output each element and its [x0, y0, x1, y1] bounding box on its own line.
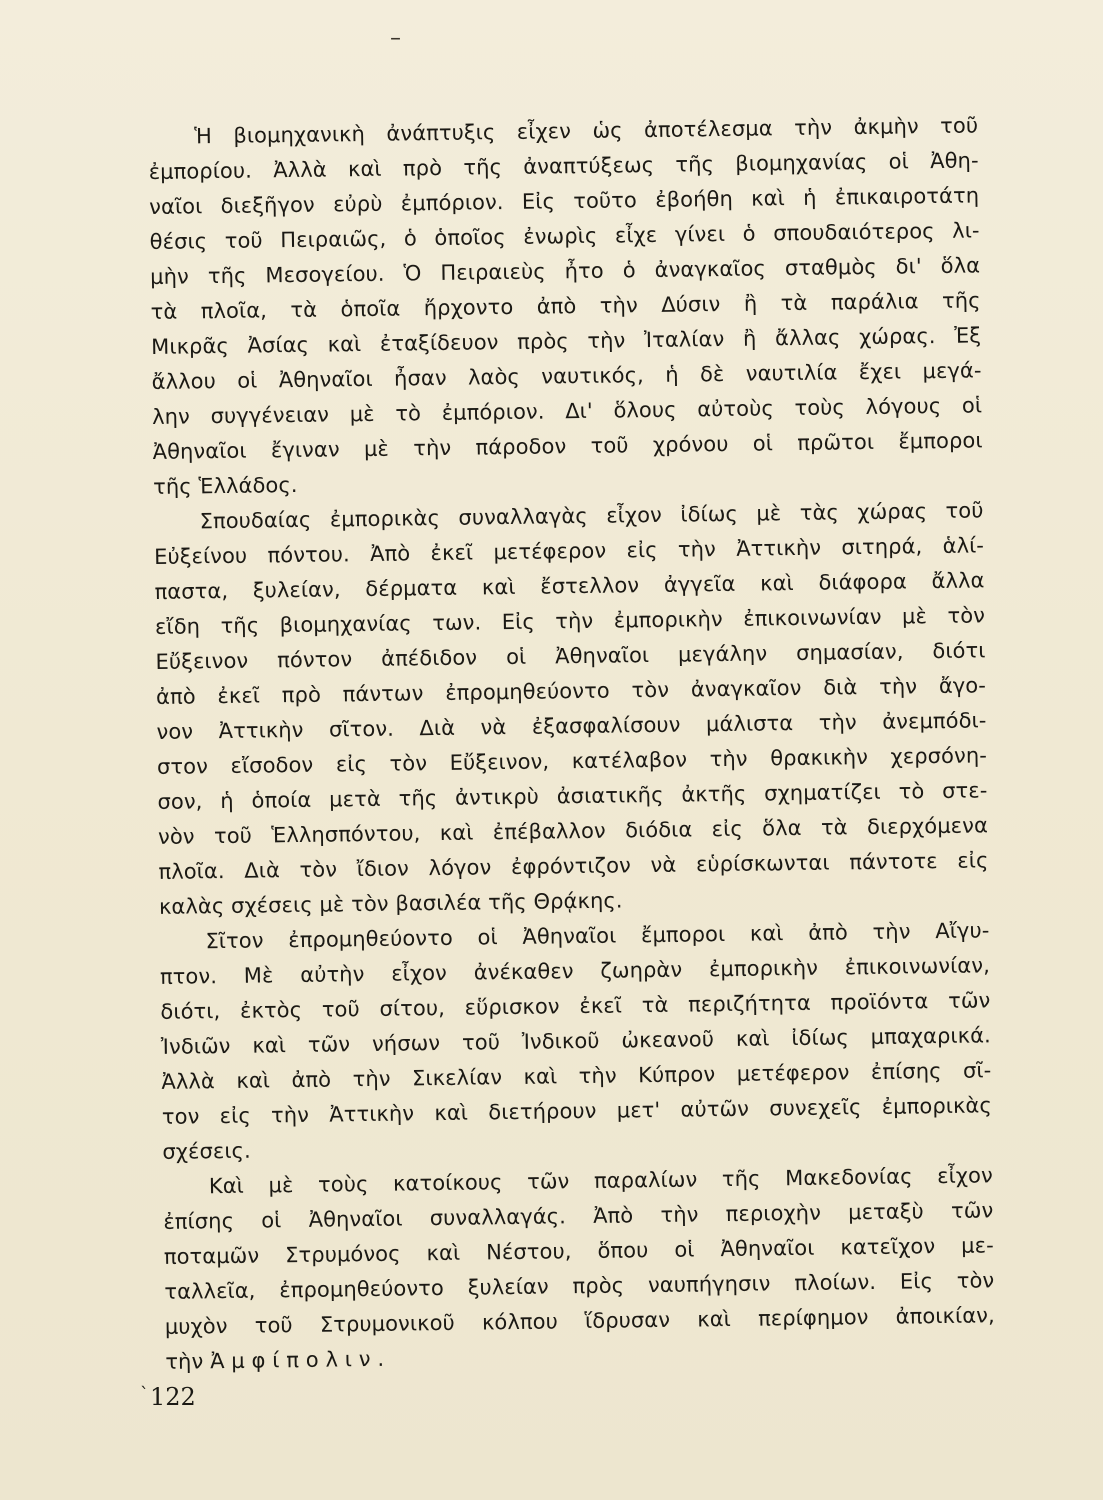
- text-line: λην συγγένειαν μὲ τὸ ἐμπόριον. Δι' ὅλους αὐτοὺς τοὺς λόγους οἱ: [151, 393, 983, 429]
- text-line: πτον. Μὲ αὐτὴν εἶχον ἀνέκαθεν ζωηρὰν ἐμπορικὴν ἐπικοινωνίαν,: [159, 953, 991, 989]
- text-line: νὸν τοῦ Ἑλλησπόντου, καὶ ἐπέβαλλον διόδια εἰς ὅλα τὰ διερχόμενα: [157, 813, 989, 849]
- text-line: Ἰνδιῶν καὶ τῶν νήσων τοῦ Ἰνδικοῦ ὠκεανοῦ καὶ ἰδίως μπαχαρικά.: [160, 1023, 992, 1059]
- text-line: μὴν τῆς Μεσογείου. Ὁ Πειραιεὺς ἦτο ὁ ἀναγκαῖος σταθμὸς δι' ὅλα: [150, 253, 981, 289]
- text-line: ἀπὸ ἐκεῖ πρὸ πάντων ἐπρομηθεύοντο τὸν ἀναγκαῖον διὰ τὴν ἄγο-: [155, 673, 987, 709]
- text-line: ἐμπορίου. Ἀλλὰ καὶ πρὸ τῆς ἀναπτύξεως τῆς βιομηχανίας οἱ Ἀθη-: [148, 148, 979, 184]
- text-line: στον εἴσοδον εἰς τὸν Εὔξεινον, κατέλαβον τὴν θρακικὴν χερσόνη-: [156, 743, 988, 779]
- text-line: Ἀλλὰ καὶ ἀπὸ τὴν Σικελίαν καὶ τὴν Κύπρον μετέφερον ἐπίσης σῖ-: [161, 1058, 992, 1094]
- text-line: διότι, ἐκτὸς τοῦ σίτου, εὕρισκον ἐκεῖ τὰ περιζήτητα προϊόντα τῶν: [160, 988, 991, 1024]
- text-line: μυχὸν τοῦ Στρυμονικοῦ κόλπου ἵδρυσαν καὶ περίφημον ἀποικίαν,: [164, 1303, 995, 1339]
- text-line: Καὶ μὲ τοὺς κατοίκους τῶν παραλίων τῆς Μακεδονίας εἶχον: [208, 1163, 993, 1199]
- text-line: ναῖοι διεξῆγον εὐρὺ ἐμπόριον. Εἰς τοῦτο ἐβοήθη καὶ ἡ ἐπικαιροτάτη: [149, 183, 980, 219]
- page-number: [140, 1383, 196, 1411]
- text-line: πλοῖα. Διὰ τὸν ἴδιον λόγον ἐφρόντιζον νὰ εὑρίσκωνται πάντοτε εἰς: [158, 848, 989, 884]
- text-line: τὴν Ἀ μ φ ί π ο λ ι ν .: [165, 1346, 385, 1374]
- page-number-value: 122: [150, 1383, 196, 1411]
- text-line: ἄλλου οἱ Ἀθηναῖοι ἦσαν λαὸς ναυτικός, ἡ δὲ ναυτιλία ἔχει μεγά-: [151, 358, 982, 394]
- text-line: Σπουδαίας ἐμπορικὰς συναλλαγὰς εἶχον ἰδίως μὲ τὰς χώρας τοῦ: [199, 498, 984, 534]
- text-line: σχέσεις.: [162, 1138, 251, 1164]
- text-line: τον εἰς τὴν Ἀττικὴν καὶ διετήρουν μετ' αὐτῶν συνεχεῖς ἐμπορικὰς: [161, 1093, 993, 1129]
- text-line: ταλλεῖα, ἐπρομηθεύοντο ξυλείαν πρὸς ναυπήγησιν πλοίων. Εἰς τὸν: [164, 1268, 995, 1304]
- text-line: Εὔξεινον πόντον ἀπέδιδον οἱ Ἀθηναῖοι μεγάλην σημασίαν, διότι: [155, 638, 986, 674]
- text-line: Ἡ βιομηχανικὴ ἀνάπτυξις εἶχεν ὡς ἀποτέλεσμα τὴν ἀκμὴν τοῦ: [194, 113, 979, 149]
- text-line: καλὰς σχέσεις μὲ τὸν βασιλέα τῆς Θρᾴκης.: [158, 888, 623, 919]
- text-line: Ἀθηναῖοι ἔγιναν μὲ τὴν πάροδον τοῦ χρόνου οἱ πρῶτοι ἔμποροι: [152, 428, 983, 464]
- text-line: εἴδη τῆς βιομηχανίας των. Εἰς τὴν ἐμπορικὴν ἐπικοινωνίαν μὲ τὸν: [154, 603, 986, 639]
- page-number-mark: `: [140, 1384, 149, 1405]
- text-line: ἐπίσης οἱ Ἀθηναῖοι συναλλαγάς. Ἀπὸ τὴν περιοχὴν μεταξὺ τῶν: [163, 1198, 994, 1234]
- text-line: τὰ πλοῖα, τὰ ὁποῖα ἤρχοντο ἀπὸ τὴν Δύσιν ἢ τὰ παράλια τῆς: [150, 288, 981, 324]
- body-text: [148, 108, 996, 1379]
- text-line: τῆς Ἑλλάδος.: [152, 472, 298, 499]
- text-line: ποταμῶν Στρυμόνος καὶ Νέστου, ὅπου οἱ Ἀθηναῖοι κατεῖχον με-: [163, 1233, 994, 1269]
- text-line: Εὐξείνου πόντου. Ἀπὸ ἐκεῖ μετέφερον εἰς τὴν Ἀττικὴν σιτηρά, ἁλί-: [153, 533, 985, 569]
- top-dash-mark: –: [390, 26, 401, 51]
- text-line: Μικρᾶς Ἀσίας καὶ ἐταξίδευον πρὸς τὴν Ἰταλίαν ἢ ἄλλας χώρας. Ἐξ: [151, 323, 982, 359]
- text-line: σον, ἡ ὁποία μετὰ τῆς ἀντικρὺ ἀσιατικῆς ἀκτῆς σχηματίζει τὸ στε-: [157, 778, 988, 814]
- text-line: θέσις τοῦ Πειραιῶς, ὁ ὁποῖος ἐνωρὶς εἶχε γίνει ὁ σπουδαιότερος λι-: [149, 218, 980, 254]
- text-line: παστα, ξυλείαν, δέρματα καὶ ἔστελλον ἀγγεῖα καὶ διάφορα ἄλλα: [154, 568, 985, 604]
- text-line: νον Ἀττικὴν σῖτον. Διὰ νὰ ἐξασφαλίσουν μάλιστα τὴν ἀνεμπόδι-: [156, 708, 987, 744]
- text-line: Σῖτον ἐπρομηθεύοντο οἱ Ἀθηναῖοι ἔμποροι καὶ ἀπὸ τὴν Αἴγυ-: [205, 918, 990, 954]
